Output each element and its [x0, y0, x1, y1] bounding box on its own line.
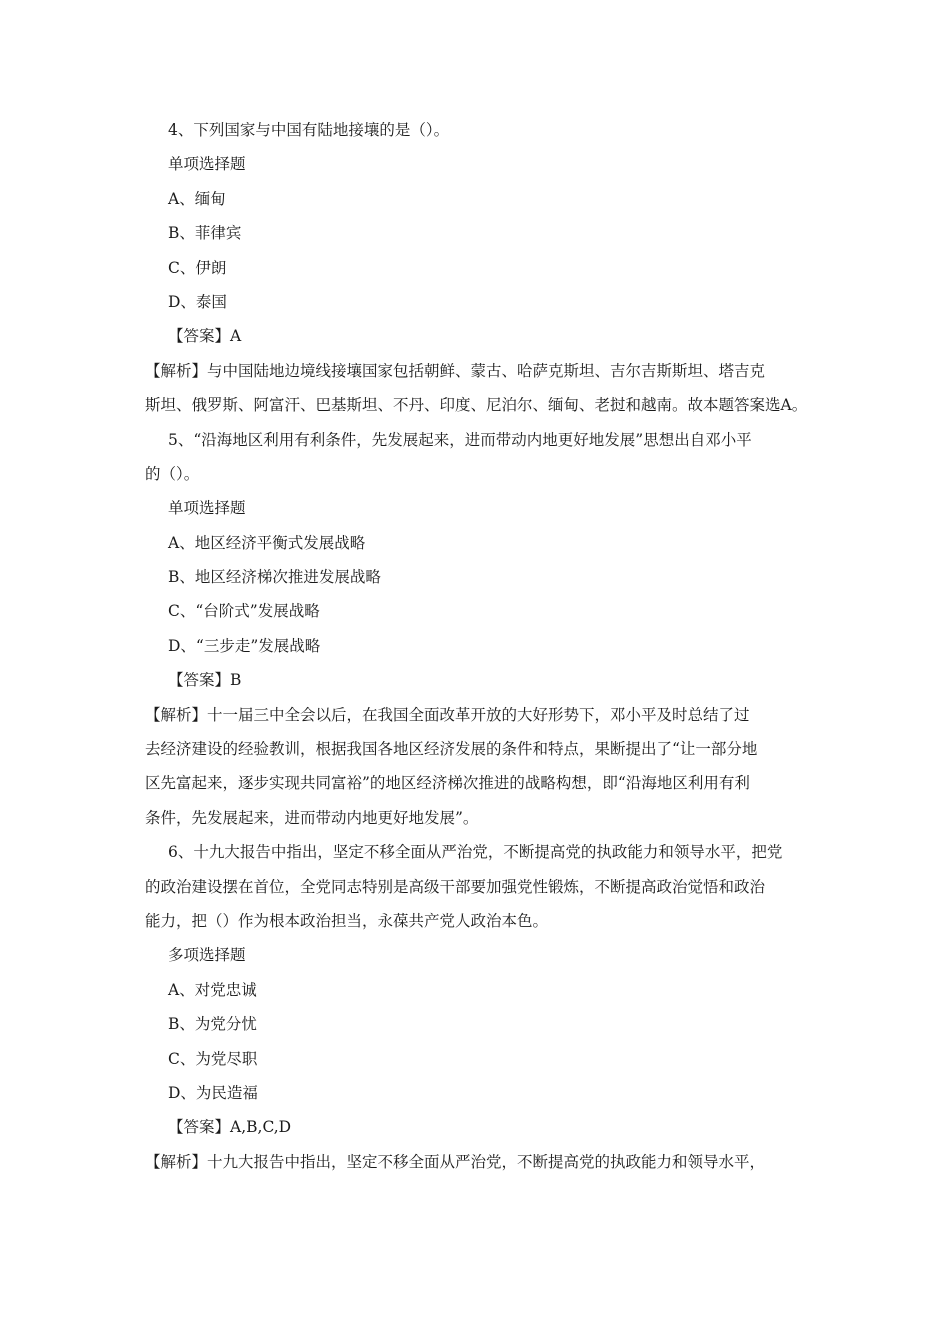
question-5-analysis-line-4: 条件，先发展起来，进而带动内地更好地发展”。 [145, 808, 479, 827]
question-5-option-b: B、地区经济梯次推进发展战略 [168, 568, 381, 587]
page-content [145, 113, 810, 1179]
question-5-analysis-line-2: 去经济建设的经验教训，根据我国各地区经济发展的条件和特点，果断提出了“让一部分地 [145, 740, 758, 759]
question-5-option-c: C、“台阶式”发展战略 [168, 602, 320, 621]
question-5-answer: 【答案】B [168, 671, 242, 690]
question-5-text-line-2: 的（）。 [145, 464, 200, 483]
question-5-option-d: D、“三步走”发展战略 [168, 636, 321, 655]
question-4-analysis-line-1: 【解析】与中国陆地边境线接壤国家包括朝鲜、蒙古、哈萨克斯坦、吉尔吉斯斯坦、塔吉克 [145, 361, 766, 380]
question-6-option-b: B、为党分忧 [168, 1015, 257, 1034]
question-6-text-line-1: 6、十九大报告中指出，坚定不移全面从严治党，不断提高党的执政能力和领导水平，把党 [168, 843, 783, 862]
question-4-option-d: D、泰国 [168, 292, 227, 311]
question-5-type: 单项选择题 [168, 499, 246, 518]
question-6-text-line-3: 能力，把（）作为根本政治担当，永葆共产党人政治本色。 [145, 911, 549, 930]
question-6-answer: 【答案】A,B,C,D [168, 1118, 292, 1137]
question-6-type: 多项选择题 [168, 946, 246, 965]
question-6-option-d: D、为民造福 [168, 1083, 258, 1102]
question-5-analysis-line-1: 【解析】十一届三中全会以后，在我国全面改革开放的大好形势下，邓小平及时总结了过 [145, 705, 750, 724]
question-4-type: 单项选择题 [168, 155, 246, 174]
question-5-text-line-1: 5、“沿海地区利用有利条件，先发展起来，进而带动内地更好地发展”思想出自邓小平 [168, 430, 752, 449]
question-6-option-c: C、为党尽职 [168, 1049, 258, 1068]
question-4-option-b: B、菲律宾 [168, 224, 242, 243]
question-4-answer: 【答案】A [168, 327, 242, 346]
question-4-text: 4、下列国家与中国有陆地接壤的是（）。 [168, 121, 450, 139]
question-5-analysis-line-3: 区先富起来，逐步实现共同富裕”的地区经济梯次推进的战略构想，即“沿海地区利用有利 [145, 774, 750, 793]
question-6-text-line-2: 的政治建设摆在首位，全党同志特别是高级干部要加强党性锻炼，不断提高政治觉悟和政治 [145, 877, 766, 896]
question-6-analysis-line-1: 【解析】十九大报告中指出，坚定不移全面从严治党，不断提高党的执政能力和领导水平， [145, 1152, 766, 1171]
question-4-option-a: A、缅甸 [168, 189, 226, 208]
question-5-option-a: A、地区经济平衡式发展战略 [168, 533, 366, 552]
question-6-option-a: A、对党忠诚 [168, 980, 257, 999]
question-4-option-c: C、伊朗 [168, 258, 227, 277]
question-4-analysis-line-2: 斯坦、俄罗斯、阿富汗、巴基斯坦、不丹、印度、尼泊尔、缅甸、老挝和越南。故本题答案选A。 [145, 396, 808, 415]
